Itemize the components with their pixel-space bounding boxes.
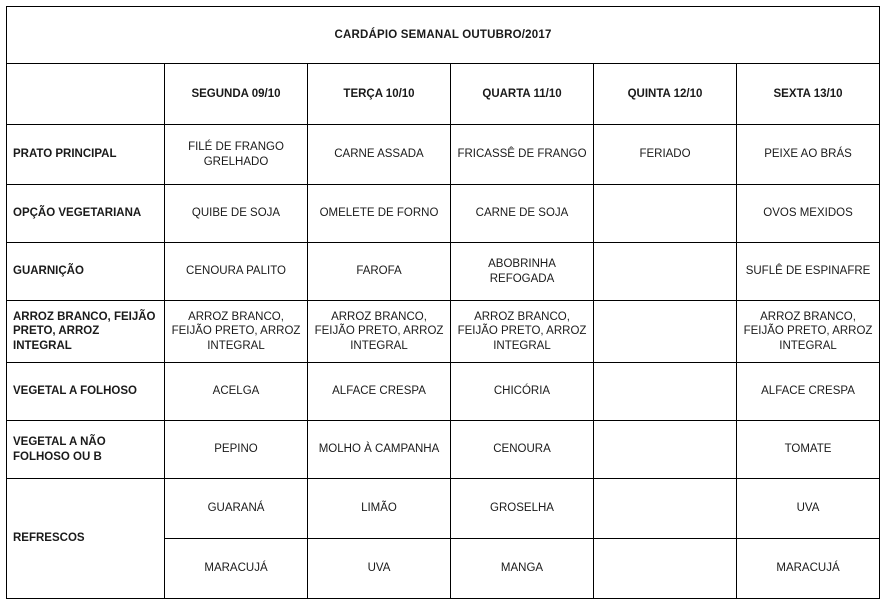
cell-vegetal-nao-folhoso-terca: MOLHO À CAMPANHA: [308, 421, 451, 479]
table-row: [7, 479, 880, 539]
column-header-terca: TERÇA 10/10: [308, 64, 451, 125]
cell-guarnicao-segunda: CENOURA PALITO: [165, 243, 308, 301]
corner-cell: [7, 64, 165, 125]
cell-refrescos-2-quarta: MANGA: [451, 539, 594, 599]
cell-guarnicao-quinta: [594, 243, 737, 301]
cell-arroz-feijao-quarta: ARROZ BRANCO, FEIJÃO PRETO, ARROZ INTEGRAL: [451, 301, 594, 363]
row-label-guarnicao: GUARNIÇÃO: [7, 243, 165, 301]
cell-refrescos-2-terca: UVA: [308, 539, 451, 599]
table-row: [7, 421, 880, 479]
menu-sheet: [0, 6, 889, 608]
row-label-vegetal-nao-folhoso: VEGETAL A NÃO FOLHOSO OU B: [7, 421, 165, 479]
cell-refrescos-2-quinta: [594, 539, 737, 599]
row-label-prato-principal: PRATO PRINCIPAL: [7, 125, 165, 185]
cell-arroz-feijao-sexta: ARROZ BRANCO, FEIJÃO PRETO, ARROZ INTEGRAL: [737, 301, 880, 363]
weekly-menu-table: [6, 6, 880, 599]
cell-refrescos-1-terca: LIMÃO: [308, 479, 451, 539]
cell-vegetal-nao-folhoso-quarta: CENOURA: [451, 421, 594, 479]
header-row: [7, 64, 880, 125]
cell-prato-principal-terca: CARNE ASSADA: [308, 125, 451, 185]
column-header-segunda: SEGUNDA 09/10: [165, 64, 308, 125]
cell-prato-principal-sexta: PEIXE AO BRÁS: [737, 125, 880, 185]
cell-vegetal-folhoso-terca: ALFACE CRESPA: [308, 363, 451, 421]
cell-opcao-vegetariana-quarta: CARNE DE SOJA: [451, 185, 594, 243]
cell-refrescos-2-segunda: MARACUJÁ: [165, 539, 308, 599]
column-header-quinta: QUINTA 12/10: [594, 64, 737, 125]
table-row: [7, 185, 880, 243]
page-title: CARDÁPIO SEMANAL OUTUBRO/2017: [7, 7, 880, 64]
cell-vegetal-folhoso-sexta: ALFACE CRESPA: [737, 363, 880, 421]
cell-guarnicao-terca: FAROFA: [308, 243, 451, 301]
cell-opcao-vegetariana-sexta: OVOS MEXIDOS: [737, 185, 880, 243]
table-row: [7, 243, 880, 301]
cell-opcao-vegetariana-quinta: [594, 185, 737, 243]
cell-prato-principal-segunda: FILÉ DE FRANGO GRELHADO: [165, 125, 308, 185]
row-label-arroz-feijao: ARROZ BRANCO, FEIJÃO PRETO, ARROZ INTEGRAL: [7, 301, 165, 363]
row-label-refrescos: REFRESCOS: [7, 479, 165, 599]
cell-guarnicao-sexta: SUFLÊ DE ESPINAFRE: [737, 243, 880, 301]
cell-guarnicao-quarta: ABOBRINHA REFOGADA: [451, 243, 594, 301]
table-row: [7, 301, 880, 363]
column-header-quarta: QUARTA 11/10: [451, 64, 594, 125]
cell-refrescos-1-quarta: GROSELHA: [451, 479, 594, 539]
cell-prato-principal-quinta: FERIADO: [594, 125, 737, 185]
cell-vegetal-folhoso-quinta: [594, 363, 737, 421]
cell-arroz-feijao-quinta: [594, 301, 737, 363]
cell-refrescos-1-segunda: GUARANÁ: [165, 479, 308, 539]
cell-refrescos-1-sexta: UVA: [737, 479, 880, 539]
cell-refrescos-1-quinta: [594, 479, 737, 539]
cell-vegetal-folhoso-quarta: CHICÓRIA: [451, 363, 594, 421]
cell-vegetal-nao-folhoso-quinta: [594, 421, 737, 479]
cell-arroz-feijao-segunda: ARROZ BRANCO, FEIJÃO PRETO, ARROZ INTEGRAL: [165, 301, 308, 363]
cell-arroz-feijao-terca: ARROZ BRANCO, FEIJÃO PRETO, ARROZ INTEGRAL: [308, 301, 451, 363]
column-header-sexta: SEXTA 13/10: [737, 64, 880, 125]
cell-vegetal-folhoso-segunda: ACELGA: [165, 363, 308, 421]
row-label-opcao-vegetariana: OPÇÃO VEGETARIANA: [7, 185, 165, 243]
cell-opcao-vegetariana-terca: OMELETE DE FORNO: [308, 185, 451, 243]
table-row: [7, 363, 880, 421]
cell-refrescos-2-sexta: MARACUJÁ: [737, 539, 880, 599]
cell-vegetal-nao-folhoso-segunda: PEPINO: [165, 421, 308, 479]
cell-opcao-vegetariana-segunda: QUIBE DE SOJA: [165, 185, 308, 243]
row-label-vegetal-a-folhoso: VEGETAL A FOLHOSO: [7, 363, 165, 421]
table-row: [7, 125, 880, 185]
cell-prato-principal-quarta: FRICASSÊ DE FRANGO: [451, 125, 594, 185]
cell-vegetal-nao-folhoso-sexta: TOMATE: [737, 421, 880, 479]
title-row: [7, 7, 880, 64]
